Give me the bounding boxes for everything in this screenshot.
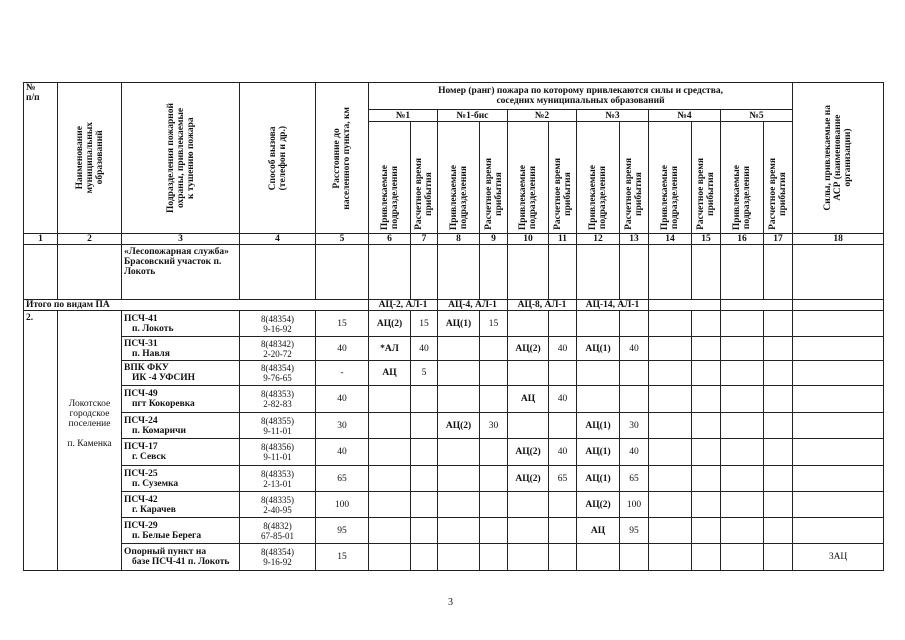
- sub-header-time: Расчетное время прибытия: [549, 122, 577, 234]
- rank-units-cell: [369, 386, 411, 413]
- empty-cell: [793, 300, 884, 311]
- rank-units-cell: [508, 413, 549, 439]
- itogo-r1bis: АЦ-4, АЛ-1: [438, 300, 508, 311]
- header-num: № п/п: [24, 83, 58, 234]
- rank-time-cell: [549, 413, 577, 439]
- empty-cell: [240, 245, 316, 300]
- rank-units-cell: АЦ(2): [369, 311, 411, 337]
- unit-name: ПСЧ-41: [124, 313, 158, 324]
- rank-time-cell: [480, 386, 508, 413]
- empty-cell: [649, 386, 692, 413]
- table-row: [24, 413, 884, 439]
- table-row: [24, 466, 884, 492]
- rank-time-cell: [411, 386, 438, 413]
- phone-number: 9-16-92: [263, 323, 292, 334]
- section-number: 2.: [24, 311, 58, 571]
- table-row: [24, 386, 884, 413]
- unit-cell: [122, 413, 240, 439]
- sub-header-time: Расчетное время прибытия: [480, 122, 508, 234]
- unit-place: ИК -4 УФСИН: [132, 373, 196, 383]
- empty-cell: [721, 518, 764, 544]
- rank-units-cell: [577, 361, 620, 386]
- phone-code: 8(48354): [261, 547, 294, 557]
- phone-code: 8(48353): [261, 389, 294, 399]
- sub-header-time: Расчетное время прибытия: [411, 122, 438, 234]
- rank-units-cell: *АЛ: [369, 337, 411, 361]
- table-row: [24, 337, 884, 361]
- distance-cell: 65: [316, 466, 369, 492]
- phone-number: 2-20-72: [263, 348, 292, 359]
- empty-cell: [721, 386, 764, 413]
- empty-cell: [316, 245, 369, 300]
- header-units: Подразделения пожарной охраны, привлекаемые к тушению пожара: [122, 83, 240, 234]
- phone-number: 2-13-01: [263, 478, 292, 489]
- empty-cell: [764, 245, 793, 300]
- rank-time-cell: [480, 439, 508, 466]
- rank-units-cell: АЦ(2): [438, 413, 480, 439]
- method-cell: [240, 386, 316, 413]
- unit-cell: [122, 386, 240, 413]
- empty-cell: [480, 245, 508, 300]
- rank-units-cell: [577, 544, 620, 571]
- distance-cell: 30: [316, 413, 369, 439]
- header-asr: Силы, привлекаемые на АСР (наименование организации): [793, 83, 884, 234]
- col-number: 11: [549, 234, 577, 245]
- rank-units-cell: АЦ: [508, 386, 549, 413]
- rank-units-cell: [438, 337, 480, 361]
- rank-time-cell: [480, 544, 508, 571]
- rank-time-cell: 40: [620, 439, 649, 466]
- empty-cell: [649, 245, 692, 300]
- empty-cell: [692, 518, 721, 544]
- col-number: 7: [411, 234, 438, 245]
- empty-cell: [549, 245, 577, 300]
- empty-cell: [692, 311, 721, 337]
- empty-cell: [577, 245, 620, 300]
- empty-cell: [764, 386, 793, 413]
- col-number: 14: [649, 234, 692, 245]
- asr-cell: [793, 361, 884, 386]
- empty-cell: [649, 518, 692, 544]
- sub-header-time: Расчетное время прибытия: [620, 122, 649, 234]
- unit-place: пгт Кокоревка: [132, 399, 195, 409]
- phone-code: 8(48354): [261, 363, 294, 373]
- rank-time-cell: [549, 544, 577, 571]
- phone-code: 8(48356): [261, 442, 294, 452]
- phone-code: 8(4832): [263, 520, 292, 531]
- distance-cell: -: [316, 361, 369, 386]
- rank-header-4: №4: [649, 110, 721, 122]
- unit-name: ВПК ФКУ: [124, 363, 169, 373]
- rank-time-cell: [549, 492, 577, 518]
- empty-cell: [764, 311, 793, 337]
- unit-cell: [122, 361, 240, 386]
- phone-number: 2-82-83: [263, 399, 292, 409]
- rank-time-cell: [620, 361, 649, 386]
- rank-units-cell: [438, 439, 480, 466]
- empty-cell: [692, 413, 721, 439]
- distance-cell: 95: [316, 518, 369, 544]
- col-number: 4: [240, 234, 316, 245]
- unit-place: г. Севск: [132, 452, 167, 462]
- sub-header-units: Привлекаемые подразделения: [649, 122, 692, 234]
- rank-units-cell: АЦ(2): [508, 466, 549, 492]
- distance-cell: 40: [316, 439, 369, 466]
- unit-name: ПСЧ-42: [124, 494, 158, 505]
- rank-units-cell: [369, 466, 411, 492]
- col-number: 5: [316, 234, 369, 245]
- unit-place: п. Белые Берега: [132, 530, 202, 541]
- empty-cell: [508, 245, 549, 300]
- rank-time-cell: [411, 466, 438, 492]
- empty-cell: [649, 361, 692, 386]
- table-row: [24, 492, 884, 518]
- rank-units-cell: АЦ(1): [577, 439, 620, 466]
- phone-code: 8(48354): [261, 313, 294, 324]
- empty-cell: [721, 413, 764, 439]
- asr-cell: [793, 518, 884, 544]
- asr-cell: [793, 439, 884, 466]
- rank-time-cell: [480, 361, 508, 386]
- empty-cell: [721, 439, 764, 466]
- unit-place: п. Локоть: [132, 323, 174, 334]
- method-cell: [240, 518, 316, 544]
- phone-number: 9-16-92: [263, 557, 292, 567]
- rank-time-cell: 30: [480, 413, 508, 439]
- rank-units-cell: [508, 361, 549, 386]
- unit-place: базе ПСЧ-41 п. Локоть: [132, 557, 230, 567]
- rank-header-3: №3: [577, 110, 649, 122]
- rank-units-cell: [577, 386, 620, 413]
- rank-header-5: №5: [721, 110, 793, 122]
- distance-cell: 15: [316, 544, 369, 571]
- empty-cell: [764, 413, 793, 439]
- itogo-r3: АЦ-14, АЛ-1: [577, 300, 649, 311]
- table-row: [24, 544, 884, 571]
- method-cell: [240, 361, 316, 386]
- rank-time-cell: 65: [620, 466, 649, 492]
- phone-number: 9-11-01: [263, 452, 292, 462]
- mo-place: п. Каменка: [67, 439, 112, 449]
- unit-cell: [122, 466, 240, 492]
- header-rank-title: Номер (ранг) пожара по которому привлекаются силы и средства, соседних муниципальных образований: [369, 83, 793, 110]
- method-cell: [240, 544, 316, 571]
- rank-time-cell: [411, 439, 438, 466]
- unit-cell: [122, 337, 240, 361]
- rank-units-cell: [508, 544, 549, 571]
- rank-time-cell: 15: [411, 311, 438, 337]
- unit-cell: [122, 518, 240, 544]
- empty-cell: [58, 245, 122, 300]
- unit-place: п. Суземка: [132, 478, 179, 489]
- unit-name: Опорный пункт на: [124, 547, 207, 557]
- empty-cell: [649, 311, 692, 337]
- rank-time-cell: [480, 492, 508, 518]
- empty-cell: [721, 544, 764, 571]
- empty-cell: [721, 361, 764, 386]
- empty-cell: [649, 337, 692, 361]
- distance-cell: 40: [316, 337, 369, 361]
- phone-number: 9-76-65: [263, 373, 292, 383]
- asr-cell: [793, 386, 884, 413]
- header-mo: Наименование муниципальных образований: [58, 83, 122, 234]
- rank-units-cell: [438, 492, 480, 518]
- rank-time-cell: [411, 492, 438, 518]
- empty-cell: [649, 439, 692, 466]
- empty-cell: [692, 466, 721, 492]
- header-distance: Расстояние до населенного пункта, км: [316, 83, 369, 234]
- rank-units-cell: АЦ(2): [508, 337, 549, 361]
- asr-cell: 3АЦ: [793, 544, 884, 571]
- empty-cell: [721, 245, 764, 300]
- empty-cell: [721, 466, 764, 492]
- empty-cell: [620, 245, 649, 300]
- deployment-table: [23, 82, 884, 571]
- mo-name: Локотское городское поселение: [68, 399, 111, 429]
- empty-cell: [793, 245, 884, 300]
- rank-time-cell: [411, 518, 438, 544]
- page-number: 3: [448, 597, 453, 608]
- empty-cell: [649, 466, 692, 492]
- phone-code: 8(48342): [261, 338, 294, 349]
- empty-cell: [692, 386, 721, 413]
- unit-name: ПСЧ-24: [124, 415, 158, 426]
- rank-time-cell: 40: [549, 337, 577, 361]
- empty-cell: [692, 245, 721, 300]
- col-number: 10: [508, 234, 549, 245]
- rank-units-cell: [577, 311, 620, 337]
- table-row: [24, 311, 884, 337]
- unit-name: ПСЧ-17: [124, 442, 158, 452]
- asr-cell: [793, 311, 884, 337]
- col-number: 13: [620, 234, 649, 245]
- method-cell: [240, 466, 316, 492]
- asr-cell: [793, 337, 884, 361]
- header-method: Способ вызова (телефон и др.): [240, 83, 316, 234]
- col-number: 2: [58, 234, 122, 245]
- rank-time-cell: 40: [620, 337, 649, 361]
- rank-time-cell: 95: [620, 518, 649, 544]
- asr-cell: [793, 413, 884, 439]
- rank-time-cell: [411, 544, 438, 571]
- distance-cell: 100: [316, 492, 369, 518]
- sub-header-units: Привлекаемые подразделения: [369, 122, 411, 234]
- rank-time-cell: 40: [549, 386, 577, 413]
- sub-header-units: Привлекаемые подразделения: [721, 122, 764, 234]
- rank-units-cell: [508, 311, 549, 337]
- empty-cell: [649, 492, 692, 518]
- phone-number: 9-11-01: [263, 425, 292, 436]
- rank-units-cell: [438, 386, 480, 413]
- unit-name: ПСЧ-25: [124, 468, 158, 479]
- rank-units-cell: АЦ(1): [438, 311, 480, 337]
- col-number: 15: [692, 234, 721, 245]
- rank-time-cell: 15: [480, 311, 508, 337]
- rank-time-cell: [411, 413, 438, 439]
- empty-cell: [721, 311, 764, 337]
- itogo-label: Итого по видам ПА: [24, 300, 369, 311]
- rank-time-cell: 100: [620, 492, 649, 518]
- col-number: 12: [577, 234, 620, 245]
- rank-units-cell: АЦ: [577, 518, 620, 544]
- empty-cell: [764, 361, 793, 386]
- method-cell: [240, 439, 316, 466]
- empty-cell: [692, 337, 721, 361]
- rank-units-cell: [438, 361, 480, 386]
- rank-time-cell: 65: [549, 466, 577, 492]
- empty-cell: [24, 245, 58, 300]
- phone-number: 2-40-95: [263, 504, 292, 515]
- rank-units-cell: АЦ: [369, 361, 411, 386]
- rank-time-cell: [549, 311, 577, 337]
- lesopozh-unit: «Лесопожарная служба» Брасовский участок п. Локоть: [122, 245, 240, 300]
- col-number: 8: [438, 234, 480, 245]
- empty-cell: [692, 439, 721, 466]
- section-mo: [58, 311, 122, 571]
- unit-cell: [122, 311, 240, 337]
- unit-name: ПСЧ-29: [124, 520, 158, 531]
- empty-cell: [764, 544, 793, 571]
- unit-cell: [122, 544, 240, 571]
- asr-cell: [793, 492, 884, 518]
- rank-units-cell: [438, 518, 480, 544]
- empty-cell: [721, 337, 764, 361]
- distance-cell: 15: [316, 311, 369, 337]
- table-row: [24, 439, 884, 466]
- rank-units-cell: [369, 413, 411, 439]
- rank-units-cell: [369, 439, 411, 466]
- phone-code: 8(48355): [261, 415, 294, 426]
- rank-units-cell: [369, 544, 411, 571]
- rank-time-cell: [549, 518, 577, 544]
- rank-time-cell: [620, 386, 649, 413]
- unit-name: ПСЧ-49: [124, 389, 158, 399]
- rank-units-cell: [438, 466, 480, 492]
- empty-cell: [764, 518, 793, 544]
- rank-time-cell: [480, 337, 508, 361]
- phone-code: 8(48353): [261, 468, 294, 479]
- empty-cell: [764, 337, 793, 361]
- rank-time-cell: [620, 311, 649, 337]
- rank-header-1: №1-бис: [438, 110, 508, 122]
- col-number: 9: [480, 234, 508, 245]
- rank-units-cell: АЦ(1): [577, 337, 620, 361]
- unit-place: п. Навля: [132, 348, 170, 359]
- empty-cell: [721, 492, 764, 518]
- phone-number: 67-85-01: [261, 530, 294, 541]
- method-cell: [240, 337, 316, 361]
- unit-place: г. Карачев: [132, 504, 176, 515]
- rank-units-cell: АЦ(2): [508, 439, 549, 466]
- empty-cell: [438, 245, 480, 300]
- rank-units-cell: [508, 518, 549, 544]
- rank-units-cell: [438, 544, 480, 571]
- distance-cell: 40: [316, 386, 369, 413]
- rank-units-cell: [508, 492, 549, 518]
- method-cell: [240, 311, 316, 337]
- rank-units-cell: АЦ(1): [577, 466, 620, 492]
- itogo-r1: АЦ-2, АЛ-1: [369, 300, 438, 311]
- rank-units-cell: [369, 492, 411, 518]
- asr-cell: [793, 466, 884, 492]
- rank-units-cell: [369, 518, 411, 544]
- col-number: 1: [24, 234, 58, 245]
- col-number: 16: [721, 234, 764, 245]
- empty-cell: [649, 544, 692, 571]
- unit-cell: [122, 439, 240, 466]
- sub-header-units: Привлекаемые подразделения: [508, 122, 549, 234]
- itogo-r2: АЦ-8, АЛ-1: [508, 300, 577, 311]
- rank-time-cell: 30: [620, 413, 649, 439]
- empty-cell: [764, 439, 793, 466]
- rank-time-cell: 40: [549, 439, 577, 466]
- sub-header-time: Расчетное время прибытия: [692, 122, 721, 234]
- rank-time-cell: 40: [411, 337, 438, 361]
- table-row: [24, 361, 884, 386]
- empty-cell: [692, 544, 721, 571]
- table-row: [24, 518, 884, 544]
- rank-time-cell: [480, 466, 508, 492]
- empty-cell: [721, 300, 793, 311]
- sub-header-time: Расчетное время прибытия: [764, 122, 793, 234]
- unit-place: п. Комаричи: [132, 425, 186, 436]
- col-number: 3: [122, 234, 240, 245]
- method-cell: [240, 413, 316, 439]
- rank-header-2: №2: [508, 110, 577, 122]
- col-number: 18: [793, 234, 884, 245]
- rank-header-0: №1: [369, 110, 438, 122]
- rank-time-cell: [480, 518, 508, 544]
- empty-cell: [649, 300, 721, 311]
- empty-cell: [692, 492, 721, 518]
- rank-time-cell: 5: [411, 361, 438, 386]
- empty-cell: [764, 466, 793, 492]
- col-number: 17: [764, 234, 793, 245]
- unit-name: ПСЧ-31: [124, 338, 158, 349]
- col-number: 6: [369, 234, 411, 245]
- empty-cell: [692, 361, 721, 386]
- method-cell: [240, 492, 316, 518]
- empty-cell: [649, 413, 692, 439]
- rank-units-cell: АЦ(1): [577, 413, 620, 439]
- rank-time-cell: [549, 361, 577, 386]
- unit-cell: [122, 492, 240, 518]
- empty-cell: [764, 492, 793, 518]
- rank-time-cell: [620, 544, 649, 571]
- sub-header-units: Привлекаемые подразделения: [577, 122, 620, 234]
- sub-header-units: Привлекаемые подразделения: [438, 122, 480, 234]
- rank-units-cell: АЦ(2): [577, 492, 620, 518]
- empty-cell: [369, 245, 411, 300]
- phone-code: 8(48335): [261, 494, 294, 505]
- empty-cell: [411, 245, 438, 300]
